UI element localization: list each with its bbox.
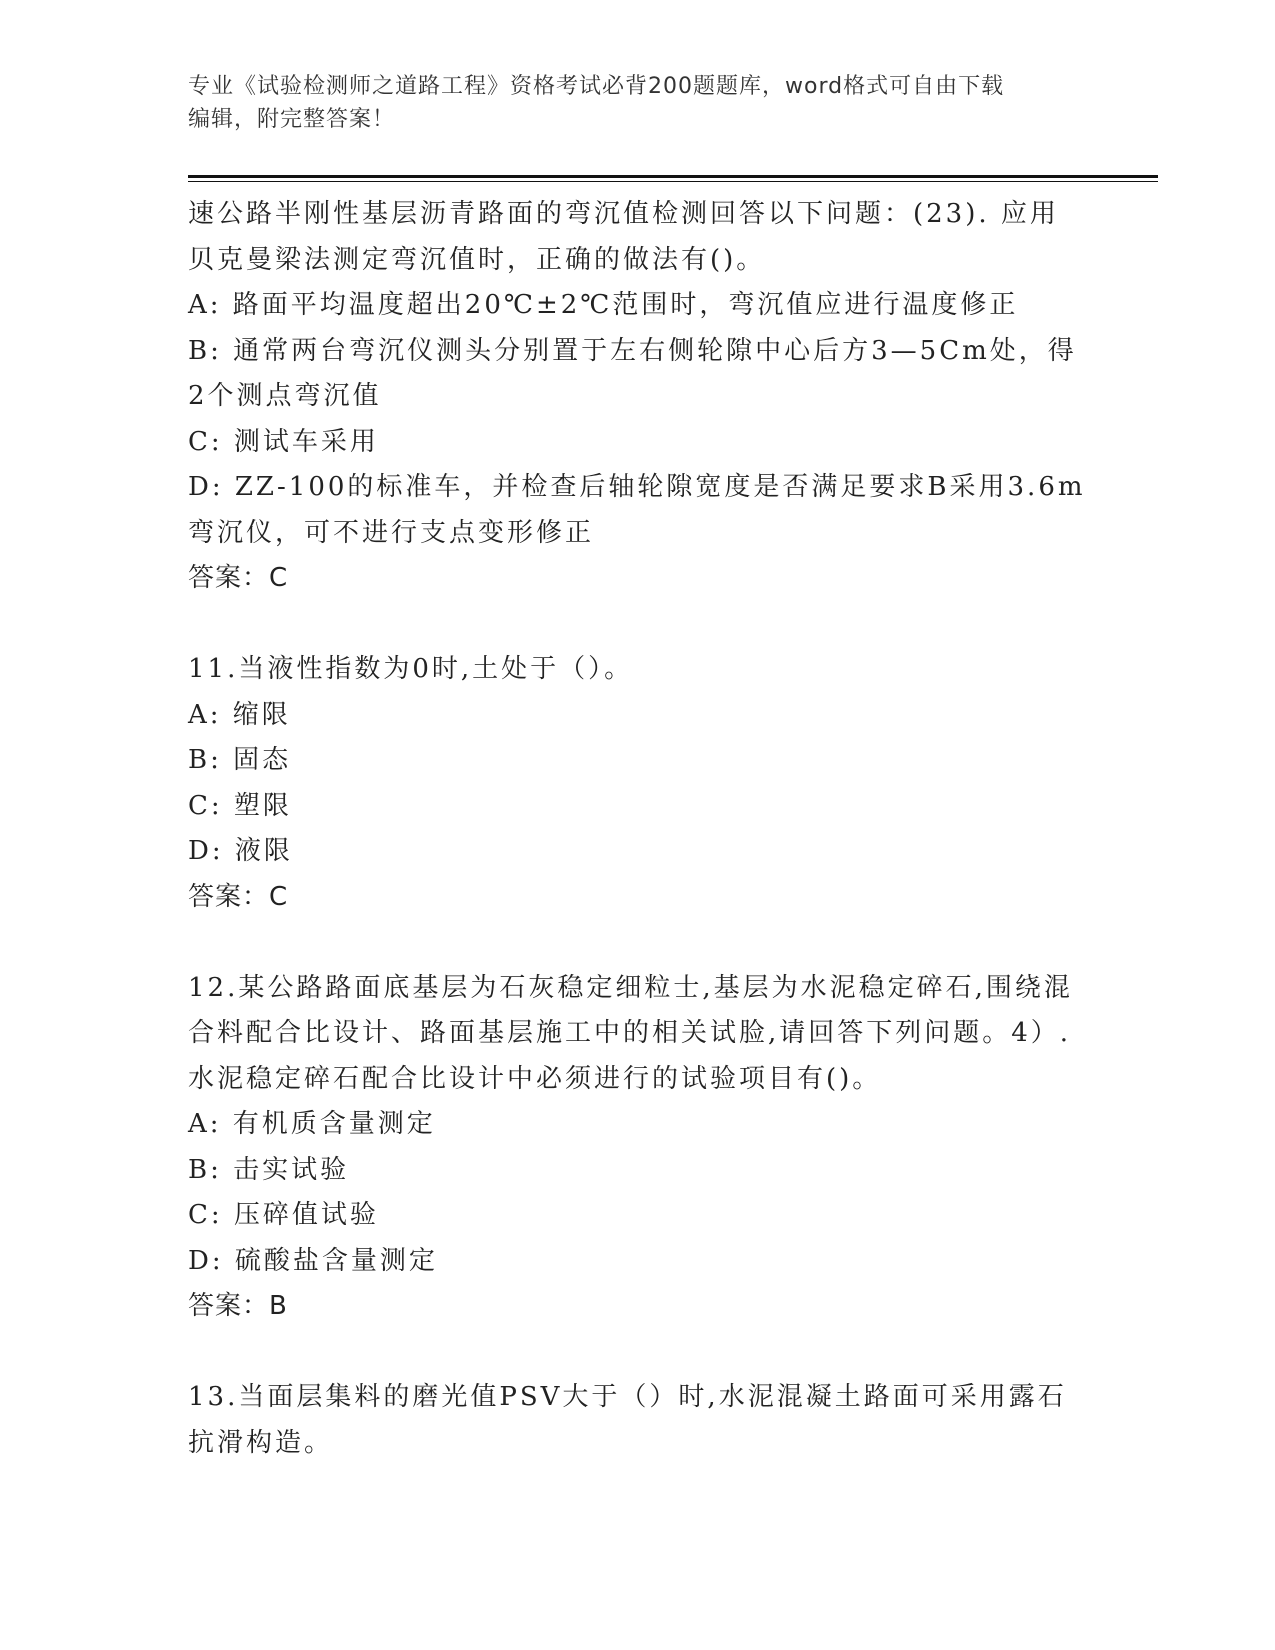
- question-stem: 11.当液性指数为0时,土处于（）。: [188, 654, 634, 684]
- question-11: [188, 647, 1088, 920]
- option-b: B: 通常两台弯沉仪测头分别置于左右侧轮隙中心后方3—5Cm处，得: [188, 335, 1077, 366]
- document-header: [188, 70, 1088, 136]
- option-a: A: 缩限: [188, 699, 291, 730]
- question-stem: 合料配合比设计、路面基层施工中的相关试脸,请回答下列问题。4）.: [188, 1018, 1072, 1048]
- question-stem: 贝克曼梁法测定弯沉值时，正确的做法有()。: [188, 244, 766, 275]
- option-a: A: 路面平均温度超出20℃±2℃范围时，弯沉值应进行温度修正: [188, 290, 1019, 320]
- header-title-line-1: 专业《试验检测师之道路工程》资格考试必背200题题库，word格式可自由下载: [188, 74, 1005, 99]
- spacer: [188, 602, 1088, 648]
- question-stem: 12.某公路路面底基层为石灰稳定细粒士,基层为水泥稳定碎石,围绕混: [188, 972, 1073, 1003]
- header-divider-thin: [188, 181, 1158, 182]
- header-divider-thick: [188, 175, 1158, 178]
- question-stem: 水泥稳定碎石配合比设计中必须进行的试验项目有()。: [188, 1063, 882, 1094]
- header-title-line-2: 编辑，附完整答案！: [188, 107, 396, 132]
- option-d-continued: 弯沉仪，可不进行支点变形修正: [188, 517, 595, 548]
- answer-label: 答案：B: [188, 1291, 288, 1321]
- option-d: D: 液限: [188, 836, 293, 866]
- question-stem: 13.当面层集料的磨光值PSV大于（）时,水泥混凝土路面可采用露石: [188, 1382, 1067, 1412]
- question-list: [188, 192, 1088, 1466]
- spacer: [188, 920, 1088, 966]
- spacer: [188, 1330, 1088, 1376]
- option-c: C: 压碎值试验: [188, 1200, 379, 1230]
- option-b: B: 固态: [188, 745, 292, 775]
- option-c: C: 测试车采用: [188, 426, 379, 457]
- option-c: C: 塑限: [188, 790, 292, 821]
- question-10: [188, 192, 1088, 602]
- answer-label: 答案：C: [188, 881, 289, 912]
- question-stem: 抗滑构造。: [188, 1427, 334, 1458]
- option-b: B: 击实试验: [188, 1154, 350, 1185]
- answer-label: 答案：C: [188, 563, 289, 593]
- option-d: D: ZZ-100的标准车，并检查后轴轮隙宽度是否满足要求B采用3.6m: [188, 472, 1086, 502]
- question-13: [188, 1375, 1088, 1466]
- option-b-continued: 2个测点弯沉值: [188, 381, 382, 411]
- question-stem: 速公路半刚性基层沥青路面的弯沉值检测回答以下问题：(23). 应用: [188, 199, 1059, 229]
- question-12: [188, 966, 1088, 1330]
- option-d: D: 硫酸盐含量测定: [188, 1245, 438, 1276]
- option-a: A: 有机质含量测定: [188, 1109, 436, 1139]
